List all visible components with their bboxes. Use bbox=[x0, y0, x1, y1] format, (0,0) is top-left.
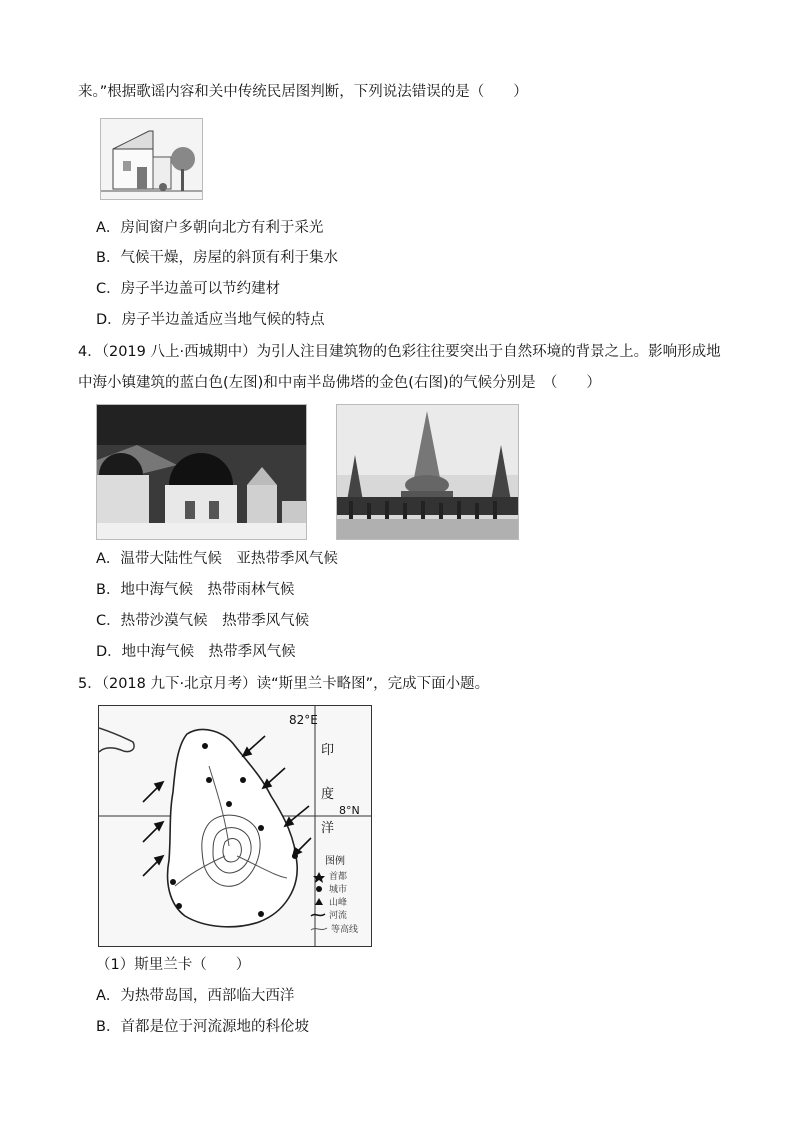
legend-capital: 首都 bbox=[329, 872, 348, 882]
golden-pagoda-image bbox=[336, 404, 519, 540]
mediterranean-town-image bbox=[96, 404, 307, 540]
q4-option-d: D．地中海气候 热带季风气候 bbox=[96, 644, 296, 660]
q3-question-text: 来。”根据歌谣内容和关中传统民居图判断，下列说法错误的是（ ） bbox=[78, 84, 528, 100]
q5-option-a: A．为热带岛国，西部临大西洋 bbox=[96, 988, 295, 1004]
q4-question-line1: 4．（2019 八上·西城期中）为引人注目建筑物的色彩往往要突出于自然环境的背景之上。影响形成地 bbox=[78, 344, 721, 360]
legend-title: 图例 bbox=[325, 856, 345, 867]
q5-option-b: B．首都是位于河流源地的科伦坡 bbox=[96, 1019, 309, 1035]
q3-option-c: C．房子半边盖可以节约建材 bbox=[96, 281, 281, 297]
q3-option-b: B．气候干燥，房屋的斜顶有利于集水 bbox=[96, 250, 338, 266]
legend-peak: 山峰 bbox=[329, 898, 348, 908]
q5-question-text: 5．（2018 九下·北京月考）读“斯里兰卡略图”，完成下面小题。 bbox=[78, 676, 490, 692]
legend-contour: 等高线 bbox=[331, 925, 359, 935]
q5-sub-question-1: （1）斯里兰卡（ ） bbox=[96, 957, 251, 973]
q3-option-d: D．房子半边盖适应当地气候的特点 bbox=[96, 312, 325, 328]
map-ocean-char-3: 洋 bbox=[321, 821, 335, 836]
legend-city-icon bbox=[316, 886, 322, 892]
q4-question-line2: 中海小镇建筑的蓝白色(左图)和中南半岛佛塔的金色(右图)的气候分别是 （ ） bbox=[78, 375, 601, 391]
sri-lanka-map bbox=[98, 705, 372, 947]
q4-option-c: C．热带沙漠气候 热带季风气候 bbox=[96, 613, 310, 629]
map-longitude-label: 82°E bbox=[289, 713, 318, 727]
legend-city: 城市 bbox=[329, 885, 348, 895]
q4-option-b: B．地中海气候 热带雨林气候 bbox=[96, 582, 295, 598]
guanzhong-house-image bbox=[100, 118, 203, 200]
legend-river: 河流 bbox=[329, 911, 348, 921]
q3-option-a: A．房间窗户多朝向北方有利于采光 bbox=[96, 220, 324, 236]
map-ocean-char-2: 度 bbox=[321, 787, 335, 802]
q4-option-a: A．温带大陆性气候 亚热带季风气候 bbox=[96, 551, 338, 567]
map-latitude-label: 8°N bbox=[339, 804, 360, 817]
map-ocean-char-1: 印 bbox=[321, 743, 335, 758]
